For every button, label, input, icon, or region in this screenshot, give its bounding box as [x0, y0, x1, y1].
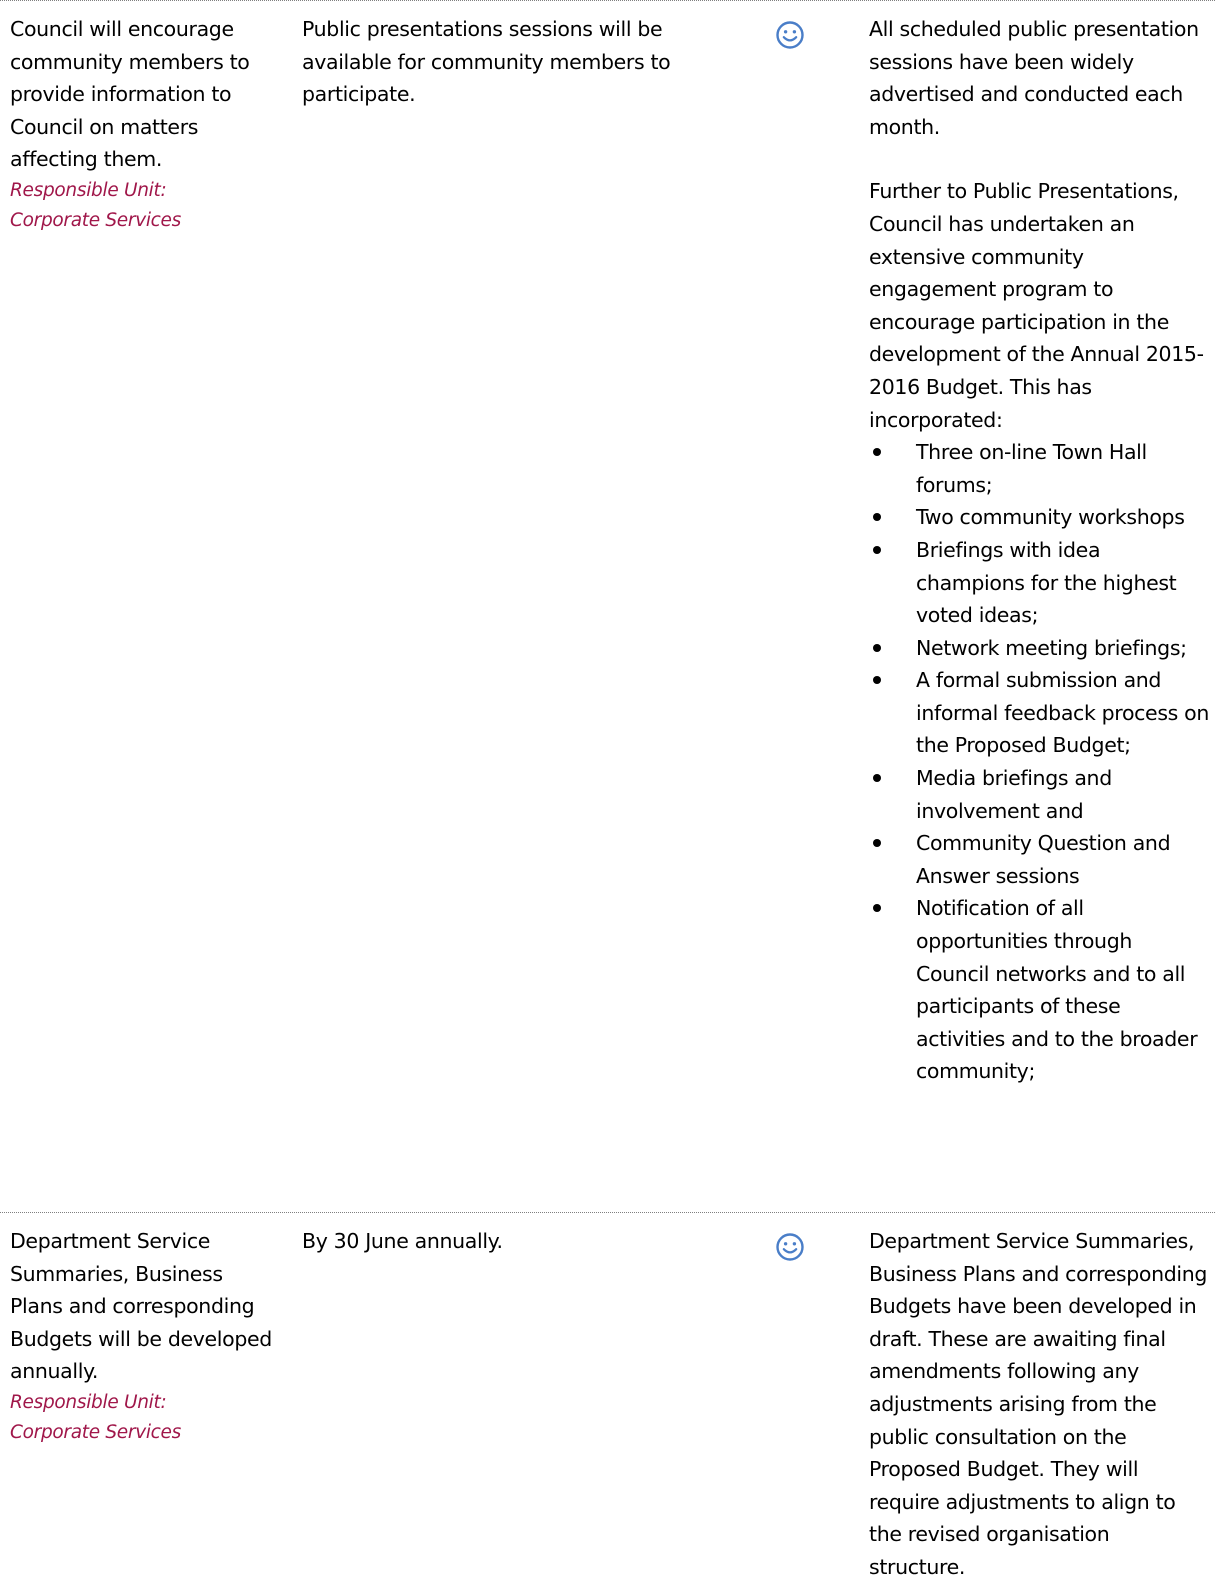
row-divider — [0, 1212, 1215, 1213]
comment-paragraph: Further to Public Presentations, Council has undertaken an extensive community engagement program to encourage participation in the development of the Annual 2015-2016 Budget. This has incorporated: — [869, 179, 1204, 432]
bullet-icon — [873, 839, 881, 847]
measure-cell: By 30 June annually. — [302, 1229, 503, 1253]
status-cell — [775, 1232, 805, 1262]
bullet-icon — [873, 774, 881, 782]
list-item — [869, 892, 1209, 1088]
action-cell — [10, 1225, 280, 1448]
comment-paragraph: All scheduled public presentation sessions have been widely advertised and conducted each month. — [869, 17, 1199, 139]
comment-cell — [869, 13, 1209, 1088]
bullet-icon — [873, 546, 881, 554]
comment-paragraph: Department Service Summaries, Business Plans and corresponding Budgets have been developed in draft. These are awaiting final amendments following any adjustments arising from the public consultation on the Proposed Budget. They will require adjustments to align to the revised organisation structure. — [869, 1229, 1208, 1579]
status-cell — [775, 20, 805, 50]
bullet-icon — [873, 904, 881, 912]
responsible-unit: Corporate Services — [10, 1421, 181, 1443]
list-item — [869, 632, 1209, 665]
bullet-icon — [873, 513, 881, 521]
responsible-label: Responsible Unit: — [10, 1391, 167, 1413]
smiley-face-icon — [775, 1232, 805, 1262]
table-row — [0, 1212, 1215, 1581]
action-text: Department Service Summaries, Business Plans and corresponding Budgets will be developed annually. — [10, 1229, 272, 1384]
comment-cell — [869, 1225, 1209, 1584]
list-item — [869, 436, 1209, 501]
list-item-text: Two community workshops — [916, 505, 1185, 530]
list-item — [869, 827, 1209, 892]
list-item — [869, 664, 1209, 762]
bullet-icon — [873, 676, 881, 684]
responsible-unit: Corporate Services — [10, 209, 181, 231]
responsible-label: Responsible Unit: — [10, 179, 167, 201]
list-item — [869, 501, 1209, 534]
list-item-text: Community Question and Answer sessions — [916, 831, 1171, 888]
list-item-text: Three on-line Town Hall forums; — [916, 440, 1147, 497]
action-cell — [10, 13, 280, 236]
bullet-icon — [873, 448, 881, 456]
bullet-icon — [873, 644, 881, 652]
list-item-text: A formal submission and informal feedback process on the Proposed Budget; — [916, 668, 1209, 758]
list-item-text: Media briefings and involvement and — [916, 766, 1112, 823]
measure-cell: Public presentations sessions will be available for community members to participate. — [302, 17, 671, 107]
smiley-face-icon — [775, 20, 805, 50]
row-divider — [0, 0, 1215, 1]
list-item-text: Network meeting briefings; — [916, 635, 1187, 660]
list-item-text: Briefings with idea champions for the highest voted ideas; — [916, 537, 1177, 628]
list-item — [869, 534, 1209, 632]
list-item-text: Notification of all opportunities through Council networks and to all participants of these activities and to the broader community; — [916, 896, 1198, 1084]
list-item — [869, 762, 1209, 827]
comment-bullet-list — [869, 436, 1209, 1088]
action-text: Council will encourage community members to provide information to Council on matters affecting them. — [10, 17, 250, 172]
